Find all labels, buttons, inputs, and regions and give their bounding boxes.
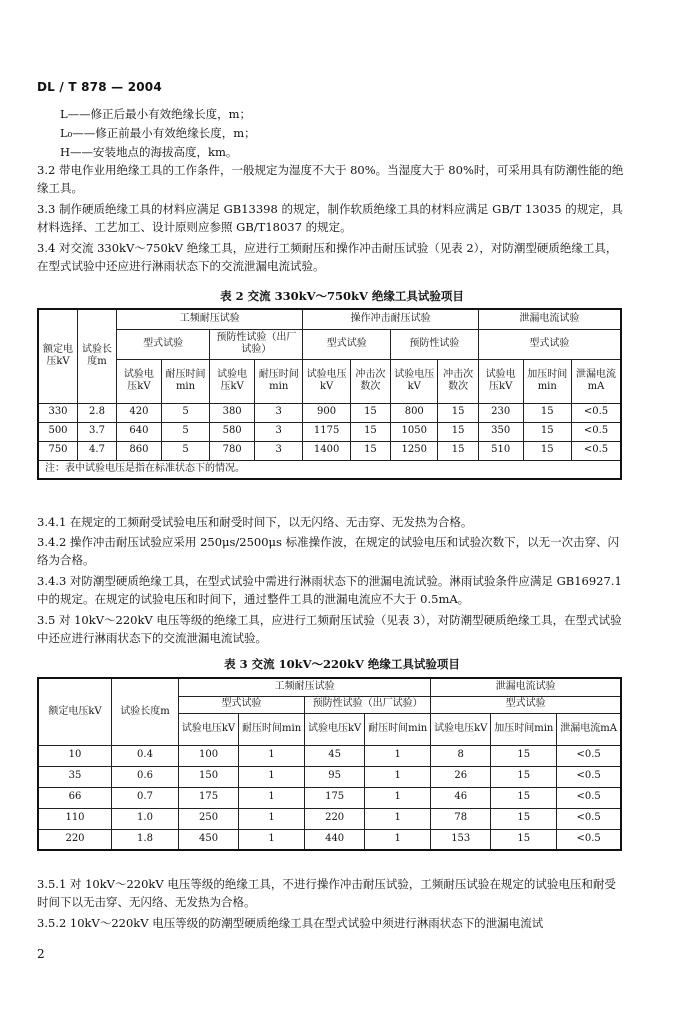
table-row: 500 3.7 640 5 580 3 1175 15 1050 15 350 15 <0.5: [38, 422, 621, 441]
table-row: 330 2.8 420 5 380 3 900 15 800 15 230 15 <0.5: [38, 403, 621, 422]
paragraph-3-4: 3.4 对交流 330kV～750kV 绝缘工具，应进行工频耐压和操作冲击耐压试验（见表 2），对防潮型硬质绝缘工具，在型式试验中还应进行淋雨状态下的交流泄漏电流试验。: [37, 241, 618, 273]
formula-definitions: [60, 106, 256, 163]
table-3: [37, 677, 622, 851]
t2-subheader: 冲击次数次: [438, 359, 478, 403]
t2-subheader: 试验电压kV: [391, 359, 438, 403]
t3-subheader: 耐压时间min: [365, 713, 431, 745]
paragraph-3-5-1: 3.5.1 对 10kV～220kV 电压等级的绝缘工具，不进行操作冲击耐压试验，工频耐压试验在规定的试验电压和耐受时间下以无击穿、无闪络、无发热为合格。: [37, 877, 616, 909]
t2-subheader: 试验电压kV: [117, 359, 162, 403]
t3-header-power-frequency: 工频耐压试验: [179, 678, 431, 696]
t3-subheader: 加压时间min: [491, 713, 557, 745]
t2-header-leak-type: 型式试验: [478, 329, 621, 359]
paragraph-3-4-2: 3.4.2 操作冲击耐压试验应采用 250μs/2500μs 标准操作波，在规定的试验电压和试验次数下，以无一次击穿、闪络为合格。: [37, 535, 620, 567]
t3-header-leakage: 泄漏电流试验: [431, 678, 621, 696]
t2-subheader: 耐压时间min: [161, 359, 209, 403]
t3-subheader: 试验电压kV: [431, 713, 491, 745]
table-row: 750 4.7 860 5 780 3 1400 15 1250 15 510 15 <0.5: [38, 441, 621, 460]
t2-header-pf-type: 型式试验: [117, 329, 210, 359]
paragraph-3-5-2: 3.5.2 10kV～220kV 电压等级的防潮型硬质绝缘工具在型式试验中须进行淋雨状态下的泄漏电流试: [37, 916, 544, 930]
t2-subheader: 耐压时间min: [255, 359, 303, 403]
paragraph-3-4-1: 3.4.1 在规定的工频耐受试验电压和耐受时间下，以无闪络、无击穿、无发热为合格。: [37, 515, 473, 529]
table-3-caption: 表 3 交流 10kV～220kV 绝缘工具试验项目: [224, 657, 460, 671]
t2-header-pf-preventive: 预防性试验（出厂试验）: [210, 329, 303, 359]
t2-subheader: 加压时间min: [523, 359, 571, 403]
paragraph-3-4-3: 3.4.3 对防潮型硬质绝缘工具，在型式试验中需进行淋雨状态下的泄漏电流试验。淋雨试验条件应满足 GB16927.1 中的规定。在规定的试验电压和时间下，通过整件工具的泄漏电流应不大于 0.5mA。: [37, 574, 622, 606]
t3-subheader: 耐压时间min: [239, 713, 305, 745]
t2-header-leakage: 泄漏电流试验: [478, 309, 621, 329]
table-2-note: 注：表中试验电压是指在标准状态下的情况。: [38, 460, 621, 479]
table-row: 35 0.6 150 1 95 1 26 15 <0.5: [38, 766, 621, 787]
t2-header-rated-voltage: 额定电压kV: [38, 309, 78, 403]
paragraph-3-5: 3.5 对 10kV～220kV 电压等级的绝缘工具，应进行工频耐压试验（见表 3），对防潮型硬质绝缘工具，在型式试验中还应进行淋雨状态下的交流泄漏电流试验。: [37, 613, 622, 645]
t3-header-leak-type: 型式试验: [431, 696, 621, 713]
paragraph-3-2: 3.2 带电作业用绝缘工具的工作条件，一般规定为湿度不大于 80%。当湿度大于 80%时，可采用具有防潮性能的绝缘工具。: [37, 163, 624, 195]
t3-header-pf-preventive: 预防性试验（出厂试验）: [305, 696, 431, 713]
t3-subheader: 试验电压kV: [305, 713, 365, 745]
t2-header-sw-preventive: 预防性试验: [391, 329, 479, 359]
table-row: 220 1.8 450 1 440 1 153 15 <0.5: [38, 829, 621, 850]
paragraph-3-3: 3.3 制作硬质绝缘工具的材料应满足 GB13398 的规定，制作软质绝缘工具的材料应满足 GB/T 13035 的规定，具材料选择、工艺加工、设计原则应参照 GB/T18037 的规定。: [37, 202, 623, 234]
t2-subheader: 冲击次数次: [350, 359, 390, 403]
t3-header-pf-type: 型式试验: [179, 696, 305, 713]
t2-header-test-length: 试验长度m: [78, 309, 117, 403]
table-2-caption: 表 2 交流 330kV～750kV 绝缘工具试验项目: [220, 289, 464, 303]
t2-header-sw-type: 型式试验: [303, 329, 391, 359]
table-row: 110 1.0 250 1 220 1 78 15 <0.5: [38, 808, 621, 829]
t2-header-power-frequency: 工频耐压试验: [117, 309, 303, 329]
t2-subheader: 试验电压kV: [210, 359, 255, 403]
table-2: [37, 308, 622, 480]
t3-header-test-length: 试验长度m: [112, 678, 179, 745]
page-number: 2: [37, 947, 45, 961]
t2-subheader: 试验电压kV: [303, 359, 350, 403]
table-row: 66 0.7 175 1 175 1 46 15 <0.5: [38, 787, 621, 808]
table-row: 10 0.4 100 1 45 1 8 15 <0.5: [38, 745, 621, 766]
definition-L0: L₀——修正前最小有效绝缘长度，m；: [60, 126, 256, 140]
t2-subheader: 试验电压kV: [478, 359, 523, 403]
t3-subheader: 试验电压kV: [179, 713, 239, 745]
definition-L: L——修正后最小有效绝缘长度，m；: [60, 107, 252, 121]
t3-subheader: 泄漏电流mA: [557, 713, 621, 745]
definition-H: H——安装地点的海拔高度，km。: [60, 145, 238, 159]
t3-header-rated-voltage: 额定电压kV: [38, 678, 112, 745]
t2-subheader: 泄漏电流mA: [571, 359, 621, 403]
t2-header-switching-impulse: 操作冲击耐压试验: [303, 309, 478, 329]
standard-header: DL / T 878 — 2004: [37, 80, 162, 94]
